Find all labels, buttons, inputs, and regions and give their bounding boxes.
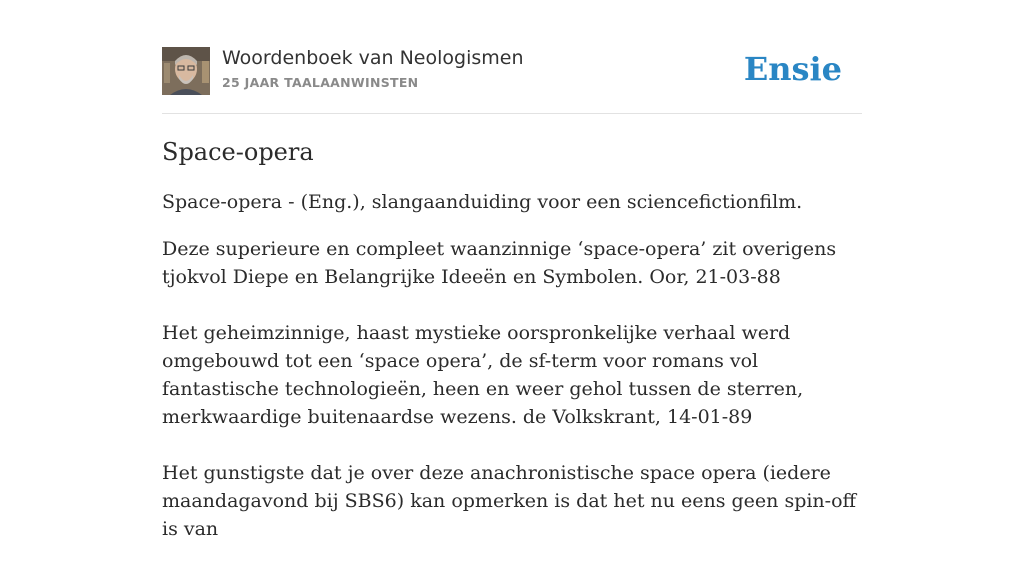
- header-divider: [162, 113, 862, 114]
- entry-definition: Space-opera - (Eng.), slangaanduiding voor een sciencefictionfilm.: [162, 191, 803, 213]
- citation-3: Het gunstigste dat je over deze anachronistische space opera (iedere maandagavond bij SBS6) kan opmerken is dat het nu eens geen spin-off is van: [162, 462, 857, 540]
- entry-title: Space-opera: [162, 138, 314, 166]
- site-name[interactable]: Woordenboek van Neologismen: [222, 47, 524, 69]
- ensie-logo[interactable]: Ensie: [743, 50, 842, 88]
- site-subtitle: 25 JAAR TAALAANWINSTEN: [222, 75, 419, 90]
- citation-1: Deze superieure en compleet waanzinnige ‘space-opera’ zit overigens tjokvol Diepe en Belangrijke Ideeën en Symbolen. Oor, 21-03-88: [162, 238, 837, 288]
- site-header: [162, 46, 862, 96]
- author-avatar[interactable]: [162, 47, 210, 95]
- citation-2: Het geheimzinnige, haast mystieke oorspronkelijke verhaal werd omgebouwd tot een ‘space opera’, de sf-term voor romans vol fantastische technologieën, heen en weer gehol tussen de sterren, merkwaardige buitenaardse wezens. de Volkskrant, 14-01-89: [162, 322, 804, 428]
- entry-content: [162, 136, 862, 571]
